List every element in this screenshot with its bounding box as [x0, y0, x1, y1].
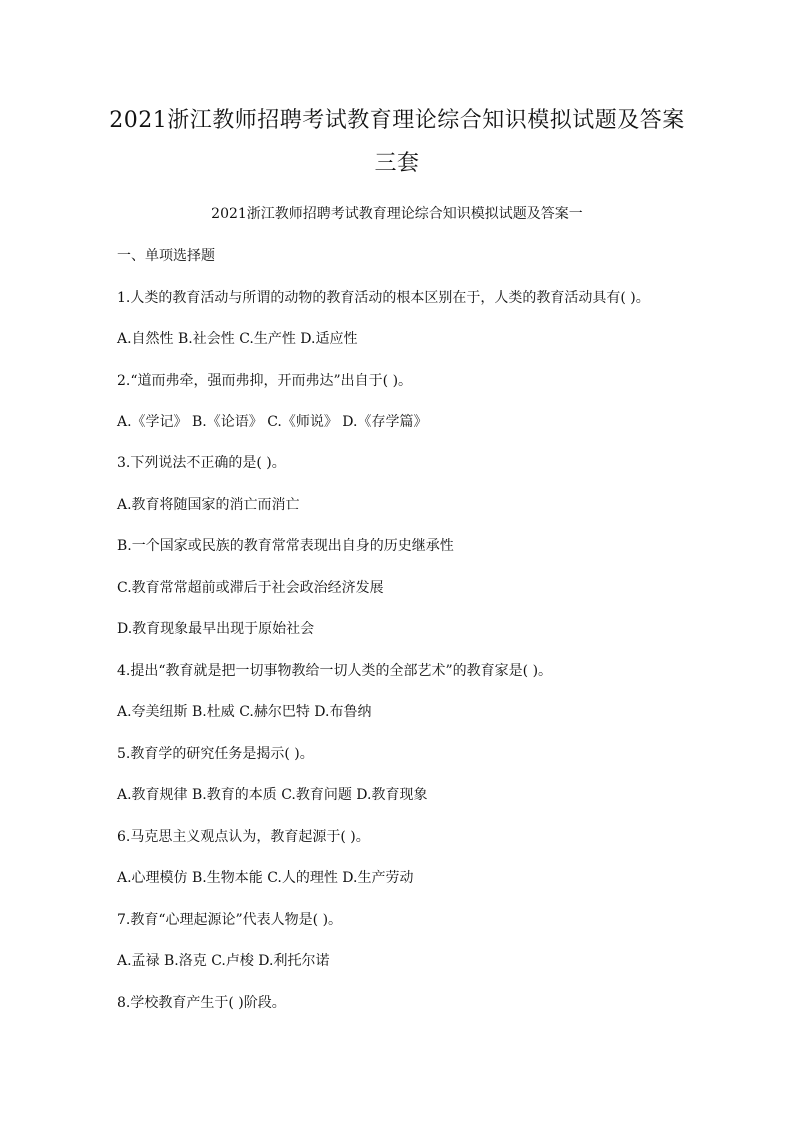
document-subtitle: 2021浙江教师招聘考试教育理论综合知识模拟试题及答案一	[211, 206, 583, 222]
question-7-options: A.孟禄 B.洛克 C.卢梭 D.利托尔诺	[117, 953, 330, 969]
question-3-option-b: B.一个国家或民族的教育常常表现出自身的历史继承性	[117, 538, 454, 554]
document-title-line1: 2021浙江教师招聘考试教育理论综合知识模拟试题及答案	[109, 108, 685, 133]
question-5-options: A.教育规律 B.教育的本质 C.教育问题 D.教育现象	[117, 787, 428, 803]
question-3-option-c: C.教育常常超前或滞后于社会政治经济发展	[117, 580, 384, 596]
question-1: 1.人类的教育活动与所谓的动物的教育活动的根本区别在于，人类的教育活动具有( )。	[117, 290, 650, 306]
question-4-options: A.夸美纽斯 B.杜威 C.赫尔巴特 D.布鲁纳	[117, 704, 372, 720]
question-6-options: A.心理模仿 B.生物本能 C.人的理性 D.生产劳动	[117, 870, 414, 886]
question-6: 6.马克思主义观点认为，教育起源于( )。	[117, 829, 370, 845]
question-5: 5.教育学的研究任务是揭示( )。	[117, 746, 314, 762]
question-7: 7.教育“心理起源论”代表人物是( )。	[117, 912, 343, 928]
document-title-line2: 三套	[374, 151, 420, 176]
question-4: 4.提出“教育就是把一切事物教给一切人类的全部艺术”的教育家是( )。	[117, 663, 553, 679]
question-2-options: A.《学记》 B.《论语》 C.《师说》 D.《存学篇》	[117, 414, 428, 430]
question-1-options: A.自然性 B.社会性 C.生产性 D.适应性	[117, 331, 358, 347]
question-3: 3.下列说法不正确的是( )。	[117, 455, 286, 471]
question-3-option-a: A.教育将随国家的消亡而消亡	[117, 497, 300, 513]
question-8: 8.学校教育产生于( )阶段。	[117, 995, 286, 1011]
section-heading: 一、单项选择题	[117, 248, 215, 264]
question-3-option-d: D.教育现象最早出现于原始社会	[117, 621, 315, 637]
question-2: 2.“道而弗牵，强而弗抑，开而弗达”出自于( )。	[117, 373, 413, 389]
